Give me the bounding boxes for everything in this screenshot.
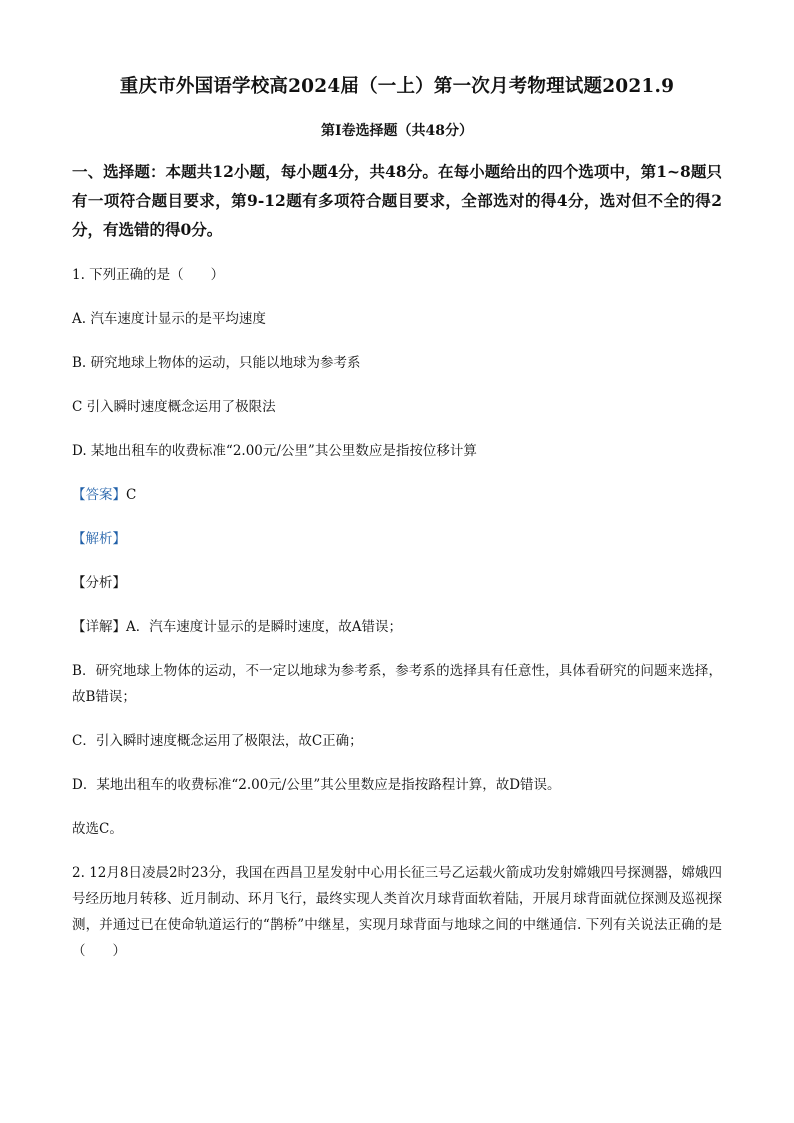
question-2-stem: 2. 12月8日凌晨2时23分，我国在西昌卫星发射中心用长征三号乙运载火箭成功发射嫦娥四号探测器，嫦娥四号经历地月转移、近月制动、环月飞行，最终实现人类首次月球背面软着陆，开展月球背面就位探测及巡视探测，并通过已在使命轨道运行的“鹊桥”中继星，实现月球背面与地球之间的中继通信. 下列有关说法正确的是（ ） [72, 865, 722, 959]
detail-line-a [72, 614, 722, 640]
answer-tag: 【答案】 [72, 487, 126, 503]
question-1-option-c: C 引入瞬时速度概念运用了极限法 [72, 399, 276, 415]
detail-a-text: A．汽车速度计显示的是瞬时速度，故A错误； [126, 619, 402, 635]
detail-line-c: C．引入瞬时速度概念运用了极限法，故C正确； [72, 733, 363, 749]
conclusion-line: 故选C。 [72, 821, 123, 837]
exam-title: 重庆市外国语学校高2024届（一上）第一次月考物理试题2021.9 [119, 76, 675, 97]
question-1-option-b: B. 研究地球上物体的运动，只能以地球为参考系 [72, 355, 361, 371]
question-1-stem: 1. 下列正确的是（ ） [72, 267, 225, 283]
analysis-tag: 【解析】 [72, 531, 126, 547]
question-1-option-d: D. 某地出租车的收费标准“2.00元/公里”其公里数应是指按位移计算 [72, 443, 477, 459]
detail-tag: 【详解】 [72, 619, 126, 635]
section-instructions: 一、选择题：本题共12小题，每小题4分，共48分。在每小题给出的四个选项中，第1~8题只有一项符合题目要求，第9-12题有多项符合题目要求，全部选对的得4分，选对但不全的得2分，有选错的得0分。 [72, 162, 722, 239]
fenxi-line: 【分析】 [72, 575, 126, 591]
section-title: 第Ⅰ卷选择题（共48分） [320, 123, 474, 139]
detail-line-b: B．研究地球上物体的运动，不一定以地球为参考系，参考系的选择具有任意性，具体看研究的问题来选择，故B错误； [72, 663, 722, 705]
analysis-line [72, 526, 722, 552]
answer-line [72, 482, 722, 508]
question-1-option-a: A. 汽车速度计显示的是平均速度 [72, 311, 266, 327]
answer-value: C [126, 487, 137, 503]
detail-line-d: D．某地出租车的收费标准“2.00元/公里”其公里数应是指按路程计算，故D错误。 [72, 777, 561, 793]
